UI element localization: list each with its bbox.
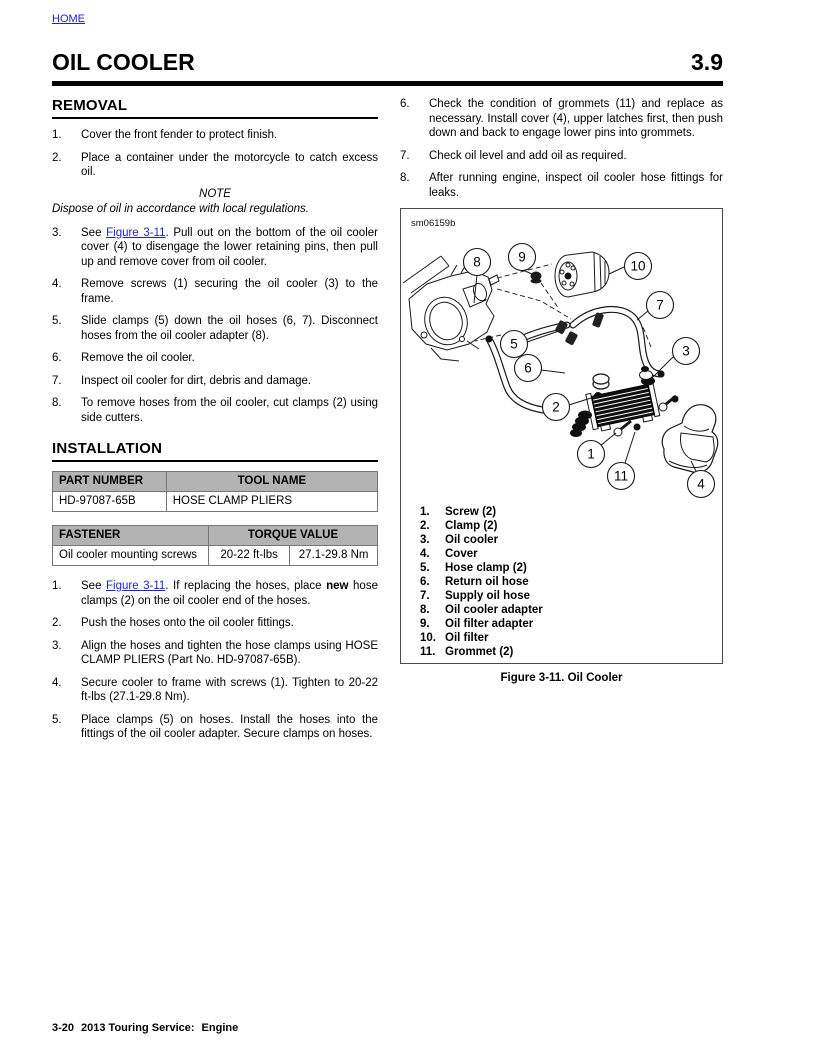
list-item — [52, 314, 378, 343]
footer-page-number: 3-20 — [52, 1022, 75, 1034]
step-number: 6. — [52, 352, 62, 364]
list-item — [52, 226, 378, 270]
step-text — [81, 226, 378, 270]
step-text: Place a container under the motorcycle to catch excess oil. — [81, 151, 378, 178]
callout-label: 5 — [510, 336, 518, 352]
list-item — [52, 396, 378, 425]
legend-item — [420, 547, 722, 561]
table-row — [53, 492, 378, 512]
step-text: Align the hoses and tighten the hose clamps using HOSE CLAMP PLIERS (Part No. HD-97087-65B). — [81, 639, 378, 666]
table-cell: 20-22 ft-lbs — [209, 546, 290, 566]
figure-legend — [401, 503, 722, 659]
list-item — [52, 277, 378, 306]
table-header-cell: FASTENER — [53, 526, 209, 546]
step-text: Secure cooler to frame with screws (1). Tighten to 20-22 ft-lbs (27.1-29.8 Nm). — [81, 676, 378, 703]
step-text: Push the hoses onto the oil cooler fittings. — [81, 617, 294, 629]
list-item — [52, 616, 378, 631]
list-item — [52, 374, 378, 389]
table-header-cell: TORQUE VALUE — [209, 526, 378, 546]
legend-number: 8. — [420, 604, 430, 616]
tool-table — [52, 471, 378, 512]
callout-label: 7 — [656, 297, 664, 313]
step-number: 7. — [52, 374, 62, 387]
table-cell: HOSE CLAMP PLIERS — [166, 492, 377, 512]
note-text: Dispose of oil in accordance with local regulations. — [52, 202, 309, 215]
step-text: After running engine, inspect oil cooler hose fittings for leaks. — [429, 172, 723, 199]
step-number: 8. — [400, 172, 410, 184]
callout-label: 4 — [697, 476, 705, 492]
list-item — [400, 149, 723, 164]
callout-label: 1 — [587, 446, 595, 462]
figure-link[interactable]: Figure 3-11 — [106, 580, 166, 592]
legend-label: Screw (2) — [445, 506, 497, 518]
step-text: Place clamps (5) on hoses. Install the hoses into the fittings of the oil cooler adapter. Secure clamps on hoses. — [81, 713, 378, 740]
step-number: 3. — [52, 226, 62, 239]
step-number: 5. — [52, 315, 62, 327]
figure-caption: Figure 3-11. Oil Cooler — [500, 672, 623, 684]
torque-table — [52, 525, 378, 566]
legend-label: Oil cooler adapter — [445, 604, 543, 616]
step-text: Remove screws (1) securing the oil cooler (3) to the frame. — [81, 278, 378, 305]
legend-number: 11. — [420, 646, 436, 658]
title-bar — [52, 50, 723, 86]
step-number: 4. — [52, 278, 62, 290]
step-number: 6. — [400, 98, 410, 110]
step-number: 8. — [52, 397, 62, 409]
left-column — [52, 97, 378, 750]
callout-label: 11 — [613, 468, 629, 484]
step-text: Remove the oil cooler. — [81, 352, 195, 364]
list-item — [52, 639, 378, 668]
oil-filter-part — [555, 252, 609, 297]
step-text: Check the condition of grommets (11) and replace as necessary. Install cover (4), upper latches first, then push down and back to engage lower pins into grommets. — [429, 98, 723, 139]
emphasis-text: new — [326, 580, 349, 592]
table-header-cell: TOOL NAME — [166, 472, 377, 492]
step-number: 5. — [52, 713, 62, 726]
legend-number: 4. — [420, 548, 430, 560]
list-item — [52, 351, 378, 366]
legend-item — [420, 519, 722, 533]
step-text-segment: . If replacing the hoses, place — [165, 580, 327, 592]
legend-item — [420, 533, 722, 547]
legend-label: Clamp (2) — [445, 520, 498, 532]
table-cell: 27.1-29.8 Nm — [290, 546, 378, 566]
figure-3-11 — [400, 208, 723, 664]
legend-label: Oil filter — [445, 632, 489, 644]
legend-label: Supply oil hose — [445, 590, 530, 602]
step-text: Cover the front fender to protect finish. — [81, 129, 278, 141]
legend-number: 1. — [420, 506, 430, 518]
figure-link[interactable]: Figure 3-11 — [106, 226, 166, 239]
table-cell: HD-97087-65B — [53, 492, 167, 512]
step-text — [81, 579, 378, 608]
two-column-layout — [52, 97, 723, 750]
right-column — [400, 97, 723, 750]
oil-filter-adapter-grommet-part — [531, 272, 542, 284]
step-text: Inspect oil cooler for dirt, debris and damage. — [81, 374, 312, 387]
legend-label: Return oil hose — [445, 576, 529, 588]
figure-image-code: sm06159b — [411, 218, 456, 229]
step-number: 4. — [52, 676, 62, 689]
step-text-segment: hose clamps (2) on the oil cooler end of the hoses. — [81, 580, 378, 607]
list-item — [400, 171, 723, 200]
table-cell: Oil cooler mounting screws — [53, 546, 209, 566]
legend-number: 3. — [420, 534, 430, 546]
oil-cooler-diagram — [401, 221, 722, 503]
legend-item — [420, 603, 722, 617]
legend-item — [420, 617, 722, 631]
legend-label: Cover — [445, 548, 478, 560]
list-item — [52, 128, 378, 143]
legend-item — [420, 561, 722, 575]
step-text: Check oil level and add oil as required. — [429, 149, 627, 162]
legend-item — [420, 505, 722, 519]
legend-item — [420, 575, 722, 589]
list-item — [52, 151, 378, 180]
step-text-segment: See — [81, 580, 106, 592]
step-text-segment: See — [81, 226, 107, 239]
step-text-segment: . Pull out on the bottom of the oil cooler cover (4) to disengage the lower retaining pins, then pull up and remove cover from oil cooler. — [81, 226, 378, 268]
page-footer — [52, 1022, 245, 1034]
legend-number: 10. — [420, 632, 436, 644]
legend-label: Hose clamp (2) — [445, 562, 527, 574]
step-number: 2. — [52, 151, 62, 164]
step-number: 1. — [52, 129, 62, 141]
legend-item — [420, 589, 722, 603]
legend-number: 5. — [420, 562, 430, 574]
home-link[interactable]: HOME — [52, 13, 85, 25]
legend-label: Oil filter adapter — [445, 618, 534, 630]
legend-number: 2. — [420, 520, 430, 532]
callout-label: 8 — [473, 254, 481, 270]
table-row — [53, 546, 378, 566]
callout-label: 9 — [518, 249, 526, 265]
legend-number: 6. — [420, 576, 430, 588]
callout-label: 2 — [552, 399, 560, 415]
legend-number: 9. — [420, 618, 430, 630]
step-number: 7. — [400, 149, 410, 162]
step-number: 3. — [52, 639, 62, 652]
list-item — [52, 676, 378, 705]
legend-item — [420, 645, 722, 659]
legend-item — [420, 631, 722, 645]
step-number: 2. — [52, 617, 62, 629]
footer-doc-title: 2013 Touring Service: — [81, 1022, 195, 1034]
list-item — [52, 713, 378, 742]
callout-label: 6 — [524, 360, 532, 376]
note-label: NOTE — [199, 187, 231, 200]
removal-heading: REMOVAL — [52, 97, 378, 119]
footer-section: Engine — [201, 1022, 239, 1034]
callout-label: 3 — [682, 343, 690, 359]
page-title: OIL COOLER — [52, 49, 195, 75]
legend-number: 7. — [420, 590, 430, 602]
legend-label: Grommet (2) — [445, 646, 514, 658]
callout-label: 10 — [630, 258, 646, 274]
installation-heading: INSTALLATION — [52, 440, 378, 462]
cover-part — [662, 405, 718, 473]
legend-label: Oil cooler — [445, 534, 499, 546]
step-text: To remove hoses from the oil cooler, cut clamps (2) using side cutters. — [81, 397, 378, 424]
list-item — [52, 579, 378, 608]
table-header-cell: PART NUMBER — [53, 472, 167, 492]
step-text: Slide clamps (5) down the oil hoses (6, 7). Disconnect hoses from the oil cooler adapter (8). — [81, 315, 378, 342]
section-number: 3.9 — [691, 49, 723, 75]
oil-cooler-part — [570, 366, 660, 437]
list-item — [400, 97, 723, 141]
step-number: 1. — [52, 580, 62, 592]
